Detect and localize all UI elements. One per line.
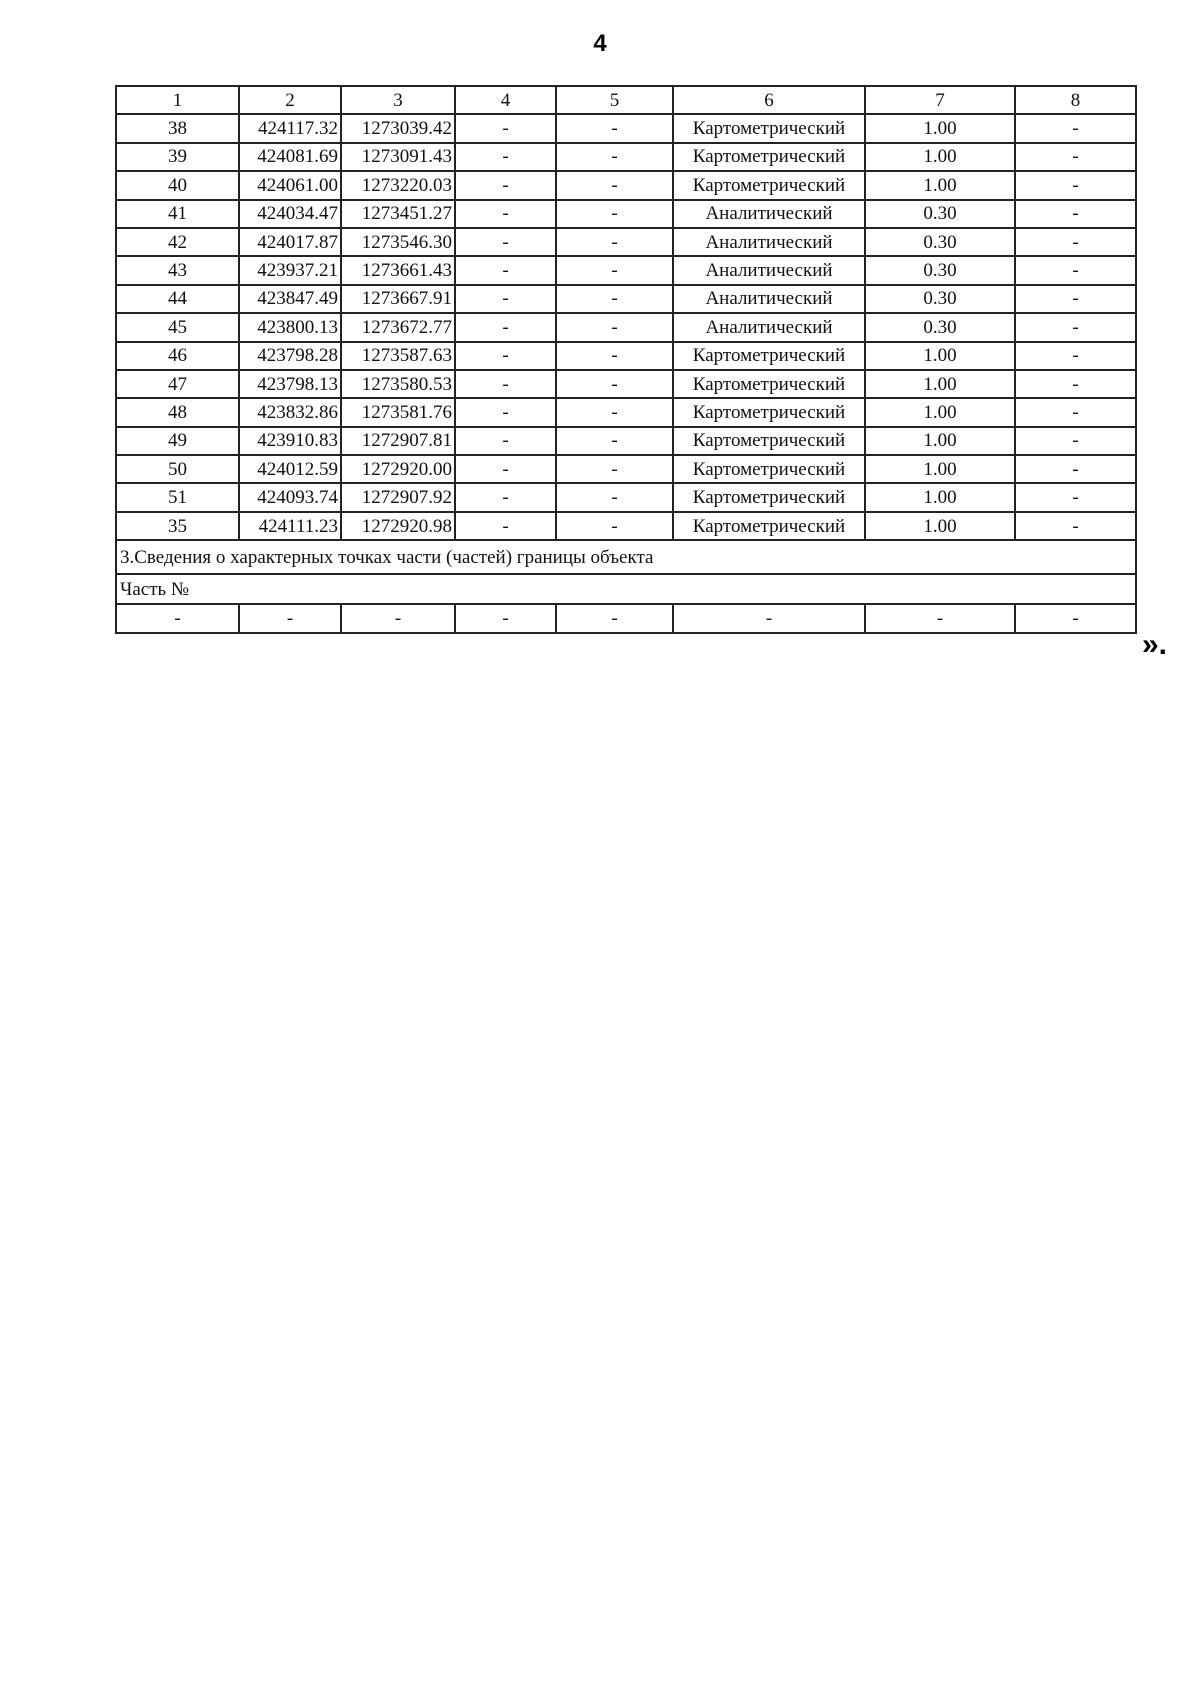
table-cell: Картометрический — [673, 370, 865, 398]
table-cell: 1.00 — [865, 455, 1015, 483]
table-cell: 1.00 — [865, 171, 1015, 199]
table-body — [116, 86, 1136, 540]
part-label: Часть № — [116, 574, 1136, 604]
table-cell: 45 — [116, 313, 239, 341]
table-cell: - — [673, 604, 865, 632]
table-cell: - — [455, 256, 556, 284]
closing-quote-mark: ». — [1142, 628, 1168, 661]
table-cell: - — [455, 143, 556, 171]
table-cell: 1.00 — [865, 427, 1015, 455]
table-cell: 1273661.43 — [341, 256, 455, 284]
table-row — [116, 143, 1136, 171]
table-cell: Картометрический — [673, 512, 865, 540]
table-cell: - — [556, 228, 673, 256]
table-row — [116, 228, 1136, 256]
table-cell: 44 — [116, 285, 239, 313]
table-cell: - — [455, 114, 556, 142]
table-cell: 1272907.81 — [341, 427, 455, 455]
table-cell: - — [1015, 455, 1136, 483]
table-cell: 1273091.43 — [341, 143, 455, 171]
table-cell: Картометрический — [673, 427, 865, 455]
table-cell: Аналитический — [673, 313, 865, 341]
table-row — [116, 455, 1136, 483]
table-cell: - — [556, 285, 673, 313]
table-cell: - — [1015, 114, 1136, 142]
table-row — [116, 171, 1136, 199]
table-cell: Аналитический — [673, 200, 865, 228]
table-cell: - — [865, 604, 1015, 632]
table-cell: - — [455, 604, 556, 632]
table-cell: 38 — [116, 114, 239, 142]
table-cell: 46 — [116, 342, 239, 370]
table-cell: - — [341, 604, 455, 632]
table-cell: 1273039.42 — [341, 114, 455, 142]
table-cell: - — [1015, 200, 1136, 228]
table-cell: 423800.13 — [239, 313, 341, 341]
table-cell: Картометрический — [673, 455, 865, 483]
table-cell: - — [556, 342, 673, 370]
table-row — [116, 200, 1136, 228]
table-row — [116, 370, 1136, 398]
table-row — [116, 483, 1136, 511]
table-cell: 424061.00 — [239, 171, 341, 199]
table-cell: 424017.87 — [239, 228, 341, 256]
column-header: 7 — [865, 86, 1015, 114]
table-row — [116, 427, 1136, 455]
table-cell: 1.00 — [865, 342, 1015, 370]
table-cell: - — [1015, 342, 1136, 370]
table-cell: 1273220.03 — [341, 171, 455, 199]
table-cell: 424111.23 — [239, 512, 341, 540]
table-cell: 1.00 — [865, 512, 1015, 540]
table-footer-section — [116, 540, 1136, 632]
page-number: 4 — [593, 30, 607, 57]
section-title-row — [116, 540, 1136, 574]
table-cell: 424117.32 — [239, 114, 341, 142]
table-cell: - — [1015, 228, 1136, 256]
table-cell: 51 — [116, 483, 239, 511]
table-cell: - — [556, 256, 673, 284]
table-cell: - — [1015, 427, 1136, 455]
table-row — [116, 512, 1136, 540]
table-cell: - — [556, 171, 673, 199]
table-cell: Картометрический — [673, 398, 865, 426]
table-cell: 39 — [116, 143, 239, 171]
table-cell: 35 — [116, 512, 239, 540]
table-row — [116, 342, 1136, 370]
table-cell: 41 — [116, 200, 239, 228]
table-row — [116, 114, 1136, 142]
table-cell: 424093.74 — [239, 483, 341, 511]
table-cell: 1.00 — [865, 370, 1015, 398]
coordinates-table — [115, 85, 1137, 634]
table-cell: - — [556, 398, 673, 426]
table-cell: - — [455, 285, 556, 313]
table-cell: - — [556, 114, 673, 142]
table-row — [116, 256, 1136, 284]
table-cell: 40 — [116, 171, 239, 199]
table-cell: 1272920.98 — [341, 512, 455, 540]
table-cell: - — [556, 455, 673, 483]
table-cell: - — [455, 313, 556, 341]
table-cell: 42 — [116, 228, 239, 256]
table-cell: - — [455, 512, 556, 540]
table-cell: 47 — [116, 370, 239, 398]
table-cell: - — [455, 398, 556, 426]
table-cell: 423910.83 — [239, 427, 341, 455]
table-cell: Картометрический — [673, 342, 865, 370]
table-cell: Картометрический — [673, 143, 865, 171]
column-header: 8 — [1015, 86, 1136, 114]
table-cell: - — [116, 604, 239, 632]
table-cell: - — [239, 604, 341, 632]
table-cell: - — [556, 313, 673, 341]
table-cell: - — [556, 427, 673, 455]
table-cell: 423798.13 — [239, 370, 341, 398]
table-cell: 1273587.63 — [341, 342, 455, 370]
table-cell: 423847.49 — [239, 285, 341, 313]
table-cell: 424012.59 — [239, 455, 341, 483]
table-cell: - — [455, 200, 556, 228]
table-cell: - — [1015, 285, 1136, 313]
table-cell: 0.30 — [865, 285, 1015, 313]
table-cell: 1.00 — [865, 483, 1015, 511]
empty-part-row — [116, 604, 1136, 632]
table-cell: Картометрический — [673, 171, 865, 199]
table-cell: 0.30 — [865, 256, 1015, 284]
table-cell: 423798.28 — [239, 342, 341, 370]
part-label-row — [116, 574, 1136, 604]
section-title: 3.Сведения о характерных точках части (частей) границы объекта — [116, 540, 1136, 574]
table-cell: 1273451.27 — [341, 200, 455, 228]
table-cell: 1273581.76 — [341, 398, 455, 426]
table-cell: Аналитический — [673, 228, 865, 256]
table-cell: 1.00 — [865, 398, 1015, 426]
table-cell: 1273667.91 — [341, 285, 455, 313]
table-cell: 424034.47 — [239, 200, 341, 228]
table-cell: - — [1015, 143, 1136, 171]
table-cell: - — [1015, 604, 1136, 632]
column-header: 6 — [673, 86, 865, 114]
table-cell: 0.30 — [865, 228, 1015, 256]
table-cell: - — [455, 483, 556, 511]
table-row — [116, 313, 1136, 341]
table-cell: - — [556, 604, 673, 632]
table-cell: - — [1015, 370, 1136, 398]
table-cell: 1273580.53 — [341, 370, 455, 398]
table-cell: - — [455, 342, 556, 370]
table-cell: - — [455, 370, 556, 398]
column-header: 2 — [239, 86, 341, 114]
table-cell: - — [1015, 512, 1136, 540]
table-cell: 48 — [116, 398, 239, 426]
column-header: 1 — [116, 86, 239, 114]
table-cell: Картометрический — [673, 483, 865, 511]
table-cell: - — [556, 483, 673, 511]
table-cell: - — [556, 200, 673, 228]
table-cell: - — [556, 143, 673, 171]
table-header-row — [116, 86, 1136, 114]
table-cell: - — [1015, 398, 1136, 426]
table-cell: 1272907.92 — [341, 483, 455, 511]
table-cell: 1.00 — [865, 114, 1015, 142]
table-cell: - — [556, 512, 673, 540]
table-cell: 0.30 — [865, 200, 1015, 228]
table-cell: - — [455, 171, 556, 199]
table-cell: 423937.21 — [239, 256, 341, 284]
table-cell: Аналитический — [673, 285, 865, 313]
table-cell: 1273546.30 — [341, 228, 455, 256]
table-cell: 0.30 — [865, 313, 1015, 341]
column-header: 4 — [455, 86, 556, 114]
table-cell: 43 — [116, 256, 239, 284]
table-row — [116, 285, 1136, 313]
table-cell: 50 — [116, 455, 239, 483]
table-cell: - — [1015, 171, 1136, 199]
table-cell: Картометрический — [673, 114, 865, 142]
table-cell: 424081.69 — [239, 143, 341, 171]
table-cell: - — [556, 370, 673, 398]
table-cell: 423832.86 — [239, 398, 341, 426]
table-cell: - — [1015, 313, 1136, 341]
table-cell: 1.00 — [865, 143, 1015, 171]
coordinates-table-container — [115, 85, 1135, 634]
column-header: 3 — [341, 86, 455, 114]
table-cell: - — [1015, 483, 1136, 511]
column-header: 5 — [556, 86, 673, 114]
table-cell: 1272920.00 — [341, 455, 455, 483]
table-cell: Аналитический — [673, 256, 865, 284]
table-cell: 49 — [116, 427, 239, 455]
table-cell: 1273672.77 — [341, 313, 455, 341]
table-row — [116, 398, 1136, 426]
table-cell: - — [1015, 256, 1136, 284]
table-cell: - — [455, 427, 556, 455]
table-cell: - — [455, 455, 556, 483]
table-cell: - — [455, 228, 556, 256]
